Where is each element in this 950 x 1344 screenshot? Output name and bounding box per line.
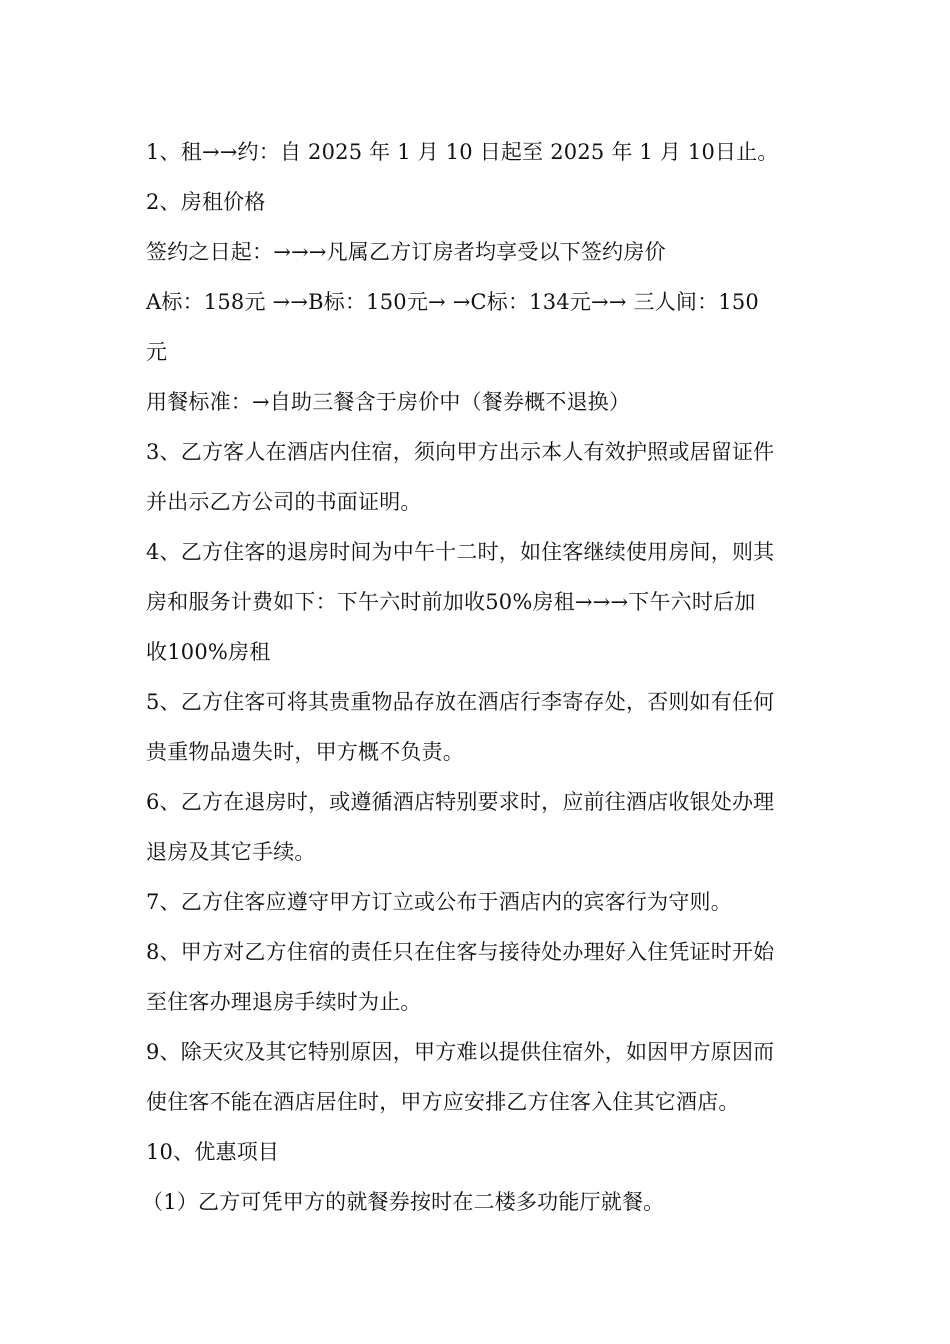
clause-10-item-1: （1）乙方可凭甲方的就餐券按时在二楼多功能厅就餐。 (142, 1190, 665, 1214)
clause-4-line-1: 4、乙方住客的退房时间为中午十二时，如住客继续使用房间，则其 (146, 540, 775, 564)
clause-10-heading: 10、优惠项目 (146, 1140, 280, 1164)
clause-1-term: 1、租→→约：自 2025 年 1 月 10 日起至 2025 年 1 月 10日止。 (146, 140, 779, 164)
clause-5-line-2: 贵重物品遗失时，甲方概不负责。 (146, 740, 464, 764)
clause-3-line-1: 3、乙方客人在酒店内住宿，须向甲方出示本人有效护照或居留证件 (146, 440, 775, 464)
clause-2-heading: 2、房租价格 (146, 190, 266, 214)
clause-8-line-2: 至住客办理退房手续时为止。 (146, 990, 422, 1014)
clause-6-line-2: 退房及其它手续。 (146, 840, 316, 864)
clause-7: 7、乙方住客应遵守甲方订立或公布于酒店内的宾客行为守则。 (146, 890, 732, 914)
clause-9-line-1: 9、除天灾及其它特别原因，甲方难以提供住宿外，如因甲方原因而 (146, 1040, 775, 1064)
clause-8-line-1: 8、甲方对乙方住宿的责任只在住客与接待处办理好入住凭证时开始 (146, 940, 775, 964)
clause-4-line-2: 房和服务计费如下：下午六时前加收50%房租→→→下午六时后加 (146, 590, 756, 614)
clause-2-intro: 签约之日起：→→→凡属乙方订房者均享受以下签约房价 (146, 240, 666, 264)
clause-5-line-1: 5、乙方住客可将其贵重物品存放在酒店行李寄存处，否则如有任何 (146, 690, 775, 714)
clause-2-prices: A标：158元 →→B标：150元→ →C标：134元→→ 三人间：150 (146, 290, 759, 314)
clause-4-line-3: 收100%房租 (146, 640, 271, 664)
clause-2-meals: 用餐标准：→自助三餐含于房价中（餐券概不退换） (146, 390, 631, 414)
document-body (142, 127, 811, 1227)
clause-2-prices-cont: 元 (146, 340, 168, 364)
clause-3-line-2: 并出示乙方公司的书面证明。 (146, 490, 422, 514)
clause-6-line-1: 6、乙方在退房时，或遵循酒店特别要求时，应前往酒店收银处办理 (146, 790, 775, 814)
clause-9-line-2: 使住客不能在酒店居住时，甲方应安排乙方住客入住其它酒店。 (146, 1090, 740, 1114)
